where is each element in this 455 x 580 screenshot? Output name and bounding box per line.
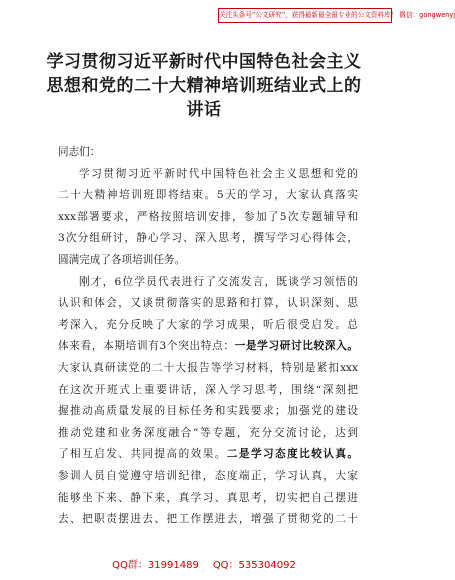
paragraph-line: 刚才，6位学员代表进行了交流发言，既谈学习领悟的 [79, 275, 358, 288]
paragraph-line [58, 336, 358, 358]
greeting: 同志们： [58, 146, 101, 158]
paragraph-text: 了相互启发、共同提高的效果。 [58, 448, 227, 461]
qq-text: QQ：535304092 [212, 560, 296, 571]
document-body [58, 142, 358, 531]
paragraph-line: 认识和体会，又谈贯彻落实的思路和打算，认识深刻、思 [58, 297, 358, 310]
paragraph-line: 大家认真研读党的二十大报告等学习材料，特别是紧扣xxx [58, 361, 358, 374]
title-line: 讲话 [186, 100, 222, 120]
paragraph-line: 二十大精神培训班即将结束。5天的学习，大家认真落实 [58, 189, 358, 202]
paragraph-line: 学习贯彻习近平新时代中国特色社会主义思想和党的 [79, 167, 358, 180]
qq-group-text: QQ群：31991489 [112, 560, 199, 571]
paragraph-line: 推动党建和业务深度融合”等专题，充分交流讨论，达到 [58, 426, 358, 439]
paragraph-line: 在这次开班式上重要讲话，深入学习思考，围绕“深刻把 [58, 383, 358, 396]
paragraph-line: 考深入，充分反映了大家的学习成果，听后很受启发。总 [58, 318, 358, 331]
highlight-text: 二是学习态度比较认真。 [226, 448, 359, 461]
paragraph-line: 参训人员自觉遵守培训纪律，态度端正，学习认真，大家 [58, 469, 358, 482]
paragraph-text: 体来看，本期培训有3个突出特点： [58, 340, 235, 353]
footer-contact [0, 556, 408, 571]
top-banner: 关注头条号“公文研究”，获得最新最全最专业的公文资料库！ 微信：gongwenyj [218, 8, 392, 23]
paragraph-line [58, 444, 358, 466]
paragraph-line: xxx部署要求，严格按照培训安排，参加了5次专题辅导和 [58, 210, 358, 223]
paragraph-line: 3次分组研讨，静心学习、深入思考，撰写学习心得体会， [58, 232, 358, 245]
document-title [40, 50, 368, 122]
title-line: 学习贯彻习近平新时代中国特色社会主义 [46, 52, 362, 72]
paragraph-line: 能够坐下来、静下来，真学习、真思考，切实把自己摆进 [58, 491, 358, 504]
title-line: 思想和党的二十大精神培训班结业式上的 [46, 76, 362, 96]
paragraph-line: 握推动高质量发展的目标任务和实践要求；加强党的建设 [58, 405, 358, 418]
paragraph-line: 圆满完成了各项培训任务。 [58, 253, 186, 266]
highlight-text: 一是学习研讨比较深入。 [234, 340, 358, 353]
paragraph-line: 去、把职责摆进去、把工作摆进去，增强了贯彻党的二十 [58, 513, 358, 526]
